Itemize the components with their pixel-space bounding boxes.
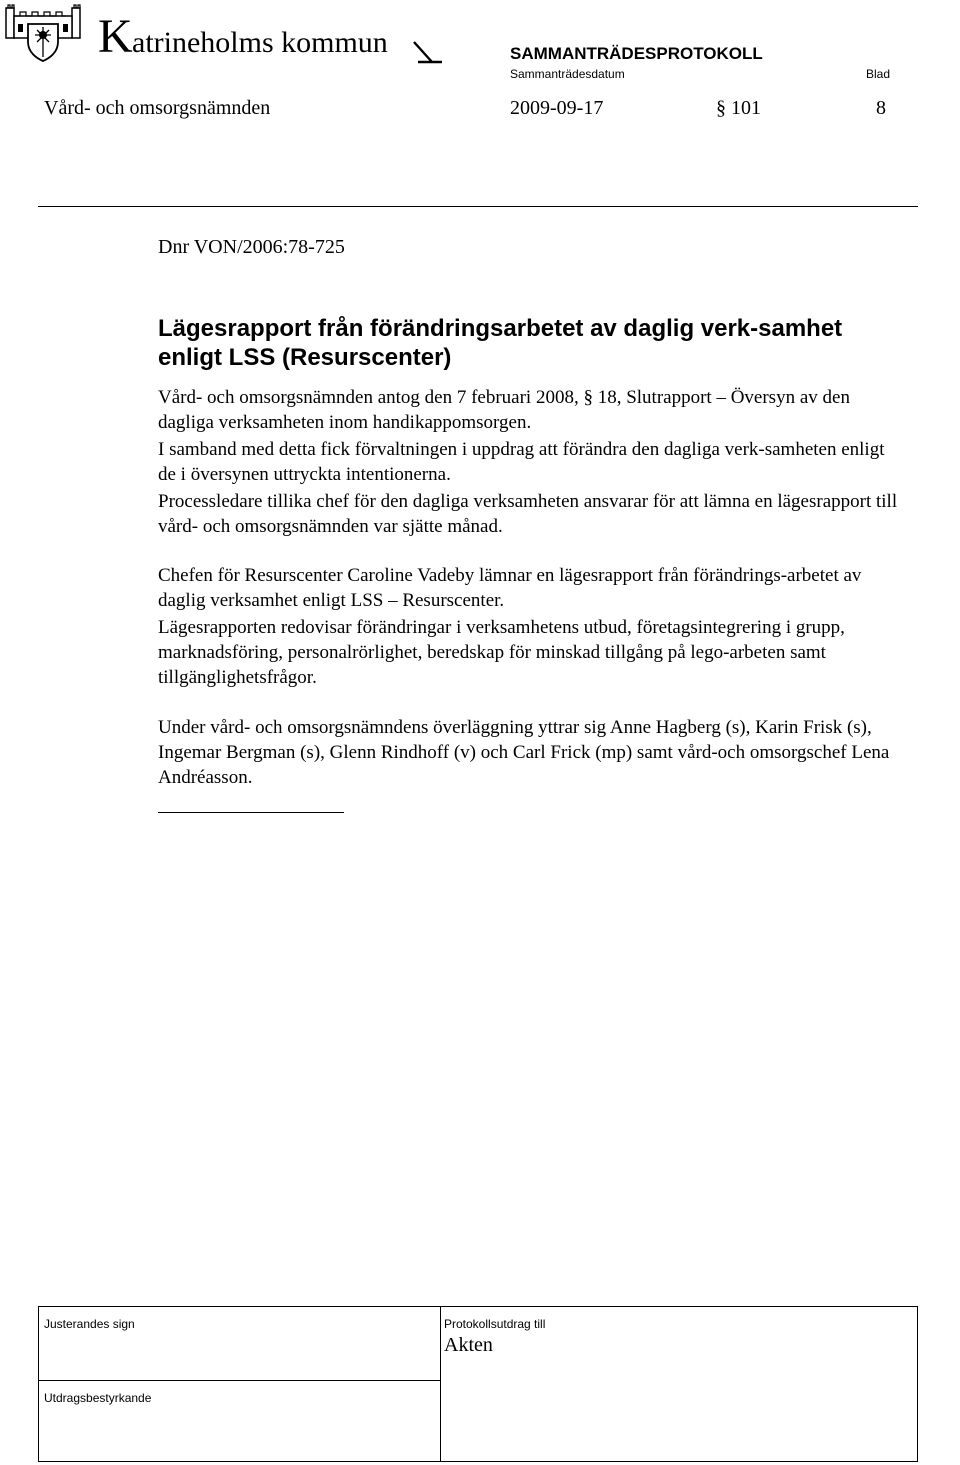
- document-type: SAMMANTRÄDESPROTOKOLL: [510, 44, 763, 63]
- logo-name: atrineholms kommun: [132, 26, 388, 59]
- header-divider: [38, 206, 918, 207]
- body-paragraph: Vård- och omsorgsnämnden antog den 7 februari 2008, § 18, Slutrapport – Översyn av den dagliga verksamheten inom handikappomsorgen.: [158, 387, 850, 433]
- case-number: Dnr VON/2006:78-725: [158, 236, 345, 258]
- section-heading: Lägesrapport från förändringsarbetet av daglig verk-samhet enligt LSS (Resurscenter): [158, 315, 843, 371]
- body-paragraph: Under vård- och omsorgsnämndens överläggning yttrar sig Anne Hagberg (s), Karin Frisk (s), Ingemar Bergman (s), Glenn Rindhoff (v) och Carl Frick (mp) samt vård-och omsorgschef Lena Andréasson.: [158, 717, 890, 788]
- extract-recipient-label: Protokollsutdrag till: [444, 1317, 546, 1331]
- meeting-date-label: Sammanträdesdatum: [510, 67, 625, 81]
- body-paragraph: I samband med detta fick förvaltningen i uppdrag att förändra den dagliga verk-samheten enligt de i översynen uttryckta intentionerna.: [158, 439, 885, 485]
- certification-label: Utdragsbestyrkande: [44, 1391, 152, 1405]
- signature-box-divider: [38, 1380, 441, 1381]
- coat-of-arms-icon: [4, 2, 82, 64]
- page-number: 8: [876, 97, 886, 119]
- section-end-rule: [158, 812, 344, 813]
- meeting-date: 2009-09-17: [510, 97, 604, 119]
- body-paragraph: Processledare tillika chef för den dagliga verksamheten ansvarar för att lämna en lägesrapport till vård- och omsorgsnämnden var sjätte månad.: [158, 491, 898, 537]
- signature-label: Justerandes sign: [44, 1317, 135, 1331]
- committee-name: Vård- och omsorgsnämnden: [44, 97, 271, 119]
- body-paragraph: Chefen för Resurscenter Caroline Vadeby lämnar en lägesrapport från förändrings-arbetet av daglig verksamhet enligt LSS – Resurscenter.: [158, 565, 862, 611]
- extract-recipient: Akten: [444, 1334, 493, 1356]
- body-paragraph: Lägesrapporten redovisar förändringar i verksamhetens utbud, företagsintegrering i grupp, marknadsföring, personalrörlighet, beredskap för minskad tillgång på lego-arbeten samt tillgänglighetsfrågor.: [158, 617, 845, 688]
- signature-box-column-divider: [440, 1306, 441, 1462]
- paragraph-number: § 101: [716, 97, 761, 119]
- municipality-logo: [96, 8, 446, 68]
- logo-initial: K: [98, 10, 133, 63]
- page-label: Blad: [866, 67, 891, 81]
